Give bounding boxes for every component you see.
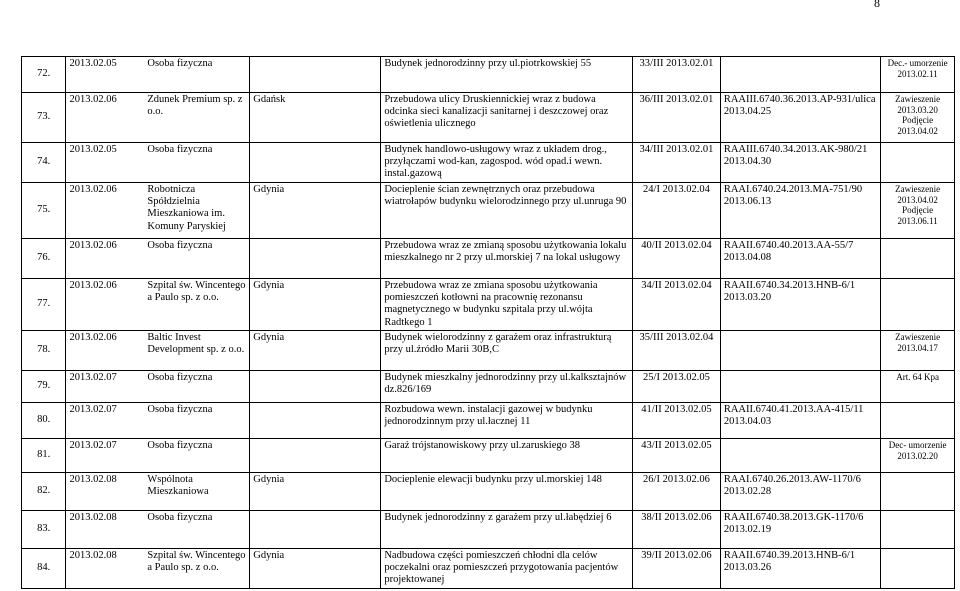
status-cell: Zawieszenie 2013.04.17 [881,331,955,371]
city-cell [250,511,381,549]
object-cell: Budynek jednorodzinny przy ul.piotrkowskiej 55 [381,57,633,93]
investor-cell: Osoba fizyczna [144,239,249,279]
date-cell: 2013.02.06 [66,93,144,143]
investor-cell: Szpital św. Wincentego a Paulo sp. z o.o. [144,549,249,589]
registration-cell: 25/I 2013.02.05 [633,371,721,403]
decision-cell: RAAII.6740.41.2013.AA-415/11 2013.04.03 [720,403,880,439]
status-cell: Dec.- umorzenie 2013.02.11 [881,57,955,93]
registration-cell: 24/I 2013.02.04 [633,183,721,239]
table-row [22,279,955,331]
city-cell [250,143,381,183]
registration-cell: 41/II 2013.02.05 [633,403,721,439]
object-cell: Garaż trójstanowiskowy przy ul.zaruskiego 38 [381,439,633,473]
investor-cell: Osoba fizyczna [144,371,249,403]
investor-cell: Wspólnota Mieszkaniowa [144,473,249,511]
object-cell: Przebudowa wraz ze zmiana sposobu użytkowania pomieszczeń kotłowni na pracownię rezonansu magnetycznego w budynku szpitala przy ul.wójta Radtkego 1 [381,279,633,331]
table-row [22,403,955,439]
registration-cell: 33/III 2013.02.01 [633,57,721,93]
city-cell [250,239,381,279]
investor-cell: Osoba fizyczna [144,143,249,183]
row-number: 75. [22,183,66,239]
status-cell [881,279,955,331]
registration-cell: 34/II 2013.02.04 [633,279,721,331]
date-cell: 2013.02.05 [66,143,144,183]
date-cell: 2013.02.06 [66,279,144,331]
registration-cell: 38/II 2013.02.06 [633,511,721,549]
registration-cell: 34/III 2013.02.01 [633,143,721,183]
decision-cell: RAAII.6740.34.2013.HNB-6/1 2013.03.20 [720,279,880,331]
table-row [22,143,955,183]
row-number: 84. [22,549,66,589]
investor-cell: Baltic Invest Development sp. z o.o. [144,331,249,371]
date-cell: 2013.02.08 [66,549,144,589]
decision-cell [720,331,880,371]
table-row [22,93,955,143]
status-cell [881,511,955,549]
status-cell [881,549,955,589]
table-row [22,473,955,511]
investor-cell: Szpital św. Wincentego a Paulo sp. z o.o. [144,279,249,331]
row-number: 77. [22,279,66,331]
row-number: 73. [22,93,66,143]
decision-cell [720,439,880,473]
decision-cell: RAAII.6740.38.2013.GK-1170/6 2013.02.19 [720,511,880,549]
table-row [22,183,955,239]
permit-register-table [21,56,955,589]
investor-cell: Osoba fizyczna [144,511,249,549]
date-cell: 2013.02.06 [66,331,144,371]
object-cell: Przebudowa ulicy Druskiennickiej wraz z budowa odcinka sieci kanalizacji sanitarnej i deszczowej oraz oświetlenia ulicznego [381,93,633,143]
table-row [22,57,955,93]
investor-cell: Osoba fizyczna [144,57,249,93]
decision-cell: RAAIII.6740.34.2013.AK-980/21 2013.04.30 [720,143,880,183]
date-cell: 2013.02.08 [66,473,144,511]
city-cell [250,403,381,439]
row-number: 72. [22,57,66,93]
row-number: 82. [22,473,66,511]
object-cell: Docieplenie ścian zewnętrznych oraz przebudowa wiatrołapów budynku wielorodzinnego przy ul.unruga 90 [381,183,633,239]
object-cell: Nadbudowa części pomieszczeń chłodni dla celów poczekalni oraz pomieszczeń przygotowania pacjentów projektowanej [381,549,633,589]
object-cell: Budynek mieszkalny jednorodzinny przy ul.kalksztajnów dz.826/169 [381,371,633,403]
row-number: 80. [22,403,66,439]
registration-cell: 43/II 2013.02.05 [633,439,721,473]
row-number: 76. [22,239,66,279]
registration-cell: 26/I 2013.02.06 [633,473,721,511]
investor-cell: Osoba fizyczna [144,439,249,473]
row-number: 78. [22,331,66,371]
decision-cell: RAAI.6740.26.2013.AW-1170/6 2013.02.28 [720,473,880,511]
status-cell [881,403,955,439]
object-cell: Budynek jednorodzinny z garażem przy ul.łabędziej 6 [381,511,633,549]
row-number: 74. [22,143,66,183]
decision-cell: RAAI.6740.24.2013.MA-751/90 2013.06.13 [720,183,880,239]
investor-cell: Robotnicza Spółdzielnia Mieszkaniowa im. Komuny Paryskiej [144,183,249,239]
table-row [22,549,955,589]
decision-cell [720,371,880,403]
registration-cell: 40/II 2013.02.04 [633,239,721,279]
city-cell: Gdynia [250,331,381,371]
status-cell: Zawieszenie 2013.04.02 Podjęcie 2013.06.11 [881,183,955,239]
object-cell: Budynek wielorodzinny z garażem oraz infrastrukturą przy ul.źródło Marii 30B,C [381,331,633,371]
table-row [22,239,955,279]
row-number: 81. [22,439,66,473]
status-cell [881,143,955,183]
table-row [22,331,955,371]
decision-cell: RAAIII.6740.36.2013.AP-931/ulica 2013.04.25 [720,93,880,143]
status-cell [881,473,955,511]
city-cell: Gdańsk [250,93,381,143]
city-cell: Gdynia [250,279,381,331]
page-number: 8 [874,0,880,10]
object-cell: Docieplenie elewacji budynku przy ul.morskiej 148 [381,473,633,511]
city-cell: Gdynia [250,549,381,589]
table-row [22,371,955,403]
city-cell [250,439,381,473]
registration-cell: 35/III 2013.02.04 [633,331,721,371]
date-cell: 2013.02.07 [66,403,144,439]
table-row [22,439,955,473]
date-cell: 2013.02.05 [66,57,144,93]
investor-cell: Zdunek Premium sp. z o.o. [144,93,249,143]
decision-cell: RAAII.6740.40.2013.AA-55/7 2013.04.08 [720,239,880,279]
date-cell: 2013.02.08 [66,511,144,549]
date-cell: 2013.02.06 [66,239,144,279]
object-cell: Rozbudowa wewn. instalacji gazowej w budynku jednorodzinnym przy ul.łacznej 11 [381,403,633,439]
row-number: 83. [22,511,66,549]
city-cell [250,57,381,93]
registration-cell: 36/III 2013.02.01 [633,93,721,143]
row-number: 79. [22,371,66,403]
table-row [22,511,955,549]
status-cell: Dec- umorzenie 2013.02.20 [881,439,955,473]
date-cell: 2013.02.07 [66,439,144,473]
status-cell [881,239,955,279]
date-cell: 2013.02.07 [66,371,144,403]
decision-cell [720,57,880,93]
status-cell: Art. 64 Kpa [881,371,955,403]
status-cell: Zawieszenie 2013.03.20 Podjęcie 2013.04.02 [881,93,955,143]
city-cell: Gdynia [250,183,381,239]
city-cell [250,371,381,403]
object-cell: Przebudowa wraz ze zmianą sposobu użytkowania lokalu mieszkalnego nr 2 przy ul.morskiej 7 na lokal usługowy [381,239,633,279]
city-cell: Gdynia [250,473,381,511]
investor-cell: Osoba fizyczna [144,403,249,439]
decision-cell: RAAII.6740.39.2013.HNB-6/1 2013.03.26 [720,549,880,589]
object-cell: Budynek handlowo-usługowy wraz z układem drog., przyłączami wod-kan, zagospod. wód opad.i wewn. instal.gazową [381,143,633,183]
registration-cell: 39/II 2013.02.06 [633,549,721,589]
date-cell: 2013.02.06 [66,183,144,239]
